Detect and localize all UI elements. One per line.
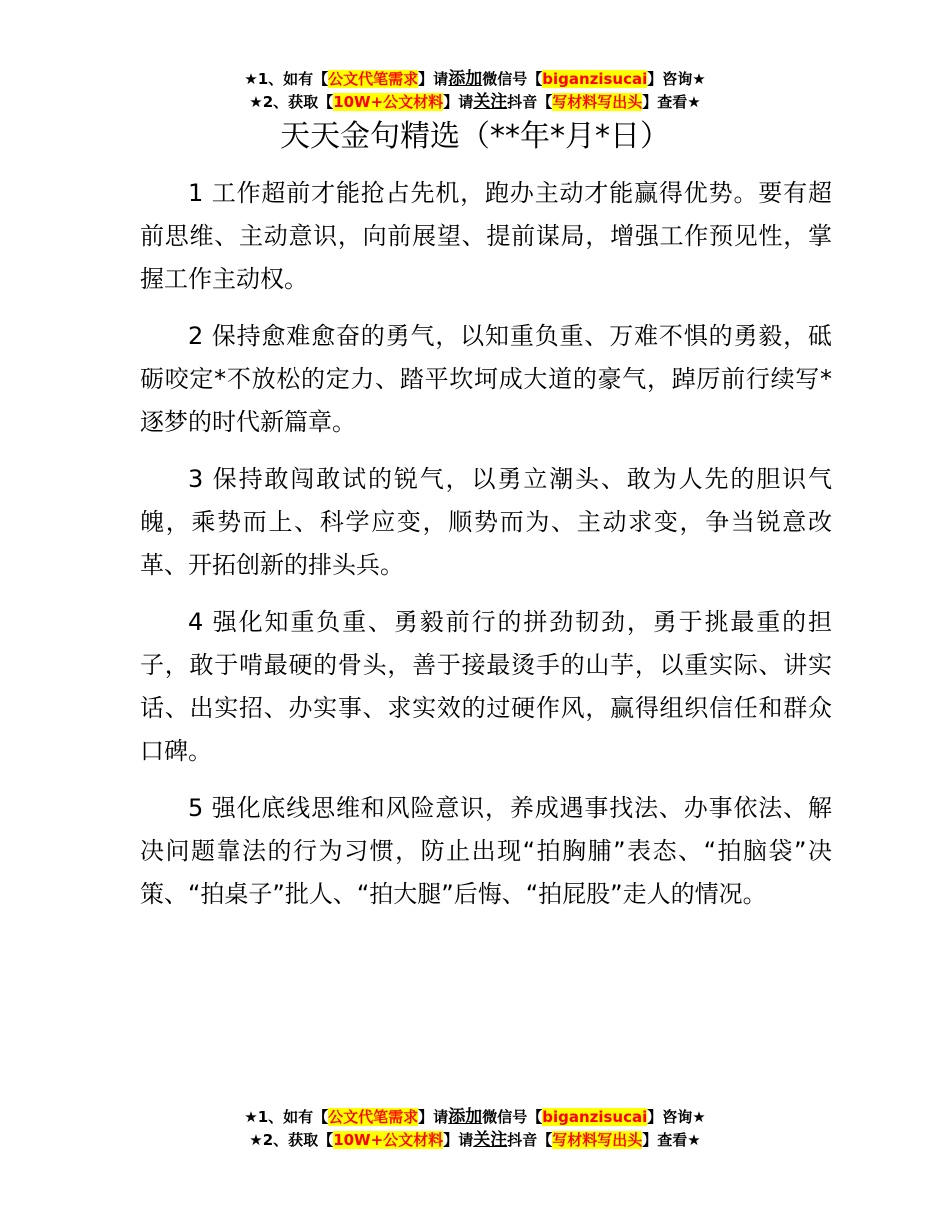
banner-text: 】请	[443, 93, 474, 111]
highlight-douyin-account: 写材料写出头	[552, 93, 643, 111]
banner-line-2	[0, 91, 950, 114]
document-title: 天天金句精选（**年*月*日）	[280, 119, 670, 154]
highlight-wechat-id: biganzisucai	[542, 70, 648, 88]
banner-text: ★2、获取【	[249, 93, 334, 111]
banner-text: 】请	[443, 1131, 474, 1149]
emphasis-add: 添加	[448, 1107, 483, 1127]
banner-text: 微信号【	[482, 1108, 543, 1126]
emphasis-follow: 关注	[473, 92, 508, 112]
highlight-materials: 10W+公文材料	[333, 93, 444, 111]
paragraph-5: 5 强化底线思维和风险意识，养成遇事找法、办事依法、解决问题靠法的行为习惯，防止出现“拍胸脯”表态、“拍脑袋”决策、“拍桌子”批人、“拍大腿”后悔、“拍屁股”走人的情况。	[140, 794, 832, 908]
footer-banner	[0, 1106, 950, 1152]
banner-text: 】咨询★	[647, 70, 706, 88]
document-body	[140, 172, 832, 930]
banner-text: 】请	[418, 70, 449, 88]
paragraph-3: 3 保持敢闯敢试的锐气，以勇立潮头、敢为人先的胆识气魄，乘势而上、科学应变，顺势而为、主动求变，争当锐意改革、开拓创新的排头兵。	[140, 465, 832, 579]
highlight-materials: 10W+公文材料	[333, 1131, 444, 1149]
banner-text: 】查看★	[642, 93, 701, 111]
header-banner	[0, 68, 950, 114]
banner-line-1	[0, 1106, 950, 1129]
banner-text: 抖音【	[507, 1131, 553, 1149]
highlight-douyin-account: 写材料写出头	[552, 1131, 643, 1149]
banner-line-1	[0, 68, 950, 91]
highlight-service: 公文代笔需求	[328, 70, 419, 88]
banner-text: ★1、如有【	[244, 70, 329, 88]
banner-text: 】查看★	[642, 1131, 701, 1149]
banner-text: ★2、获取【	[249, 1131, 334, 1149]
highlight-service: 公文代笔需求	[328, 1108, 419, 1126]
emphasis-follow: 关注	[473, 1130, 508, 1150]
paragraph-1: 1 工作超前才能抢占先机，跑办主动才能赢得优势。要有超前思维、主动意识，向前展望、提前谋局，增强工作预见性，掌握工作主动权。	[140, 179, 832, 293]
emphasis-add: 添加	[448, 69, 483, 89]
paragraph-2: 2 保持愈难愈奋的勇气，以知重负重、万难不惧的勇毅，砥砺咬定*不放松的定力、踏平坎坷成大道的豪气，踔厉前行续写*逐梦的时代新篇章。	[140, 322, 832, 436]
paragraph-4: 4 强化知重负重、勇毅前行的拼劲韧劲，勇于挑最重的担子，敢于啃最硬的骨头，善于接最烫手的山芋，以重实际、讲实话、出实招、办实事、求实效的过硬作风，赢得组织信任和群众口碑。	[140, 608, 832, 765]
banner-text: ★1、如有【	[244, 1108, 329, 1126]
banner-text: 微信号【	[482, 70, 543, 88]
banner-text: 抖音【	[507, 93, 553, 111]
highlight-wechat-id: biganzisucai	[542, 1108, 648, 1126]
banner-text: 】咨询★	[647, 1108, 706, 1126]
banner-line-2	[0, 1129, 950, 1152]
banner-text: 】请	[418, 1108, 449, 1126]
